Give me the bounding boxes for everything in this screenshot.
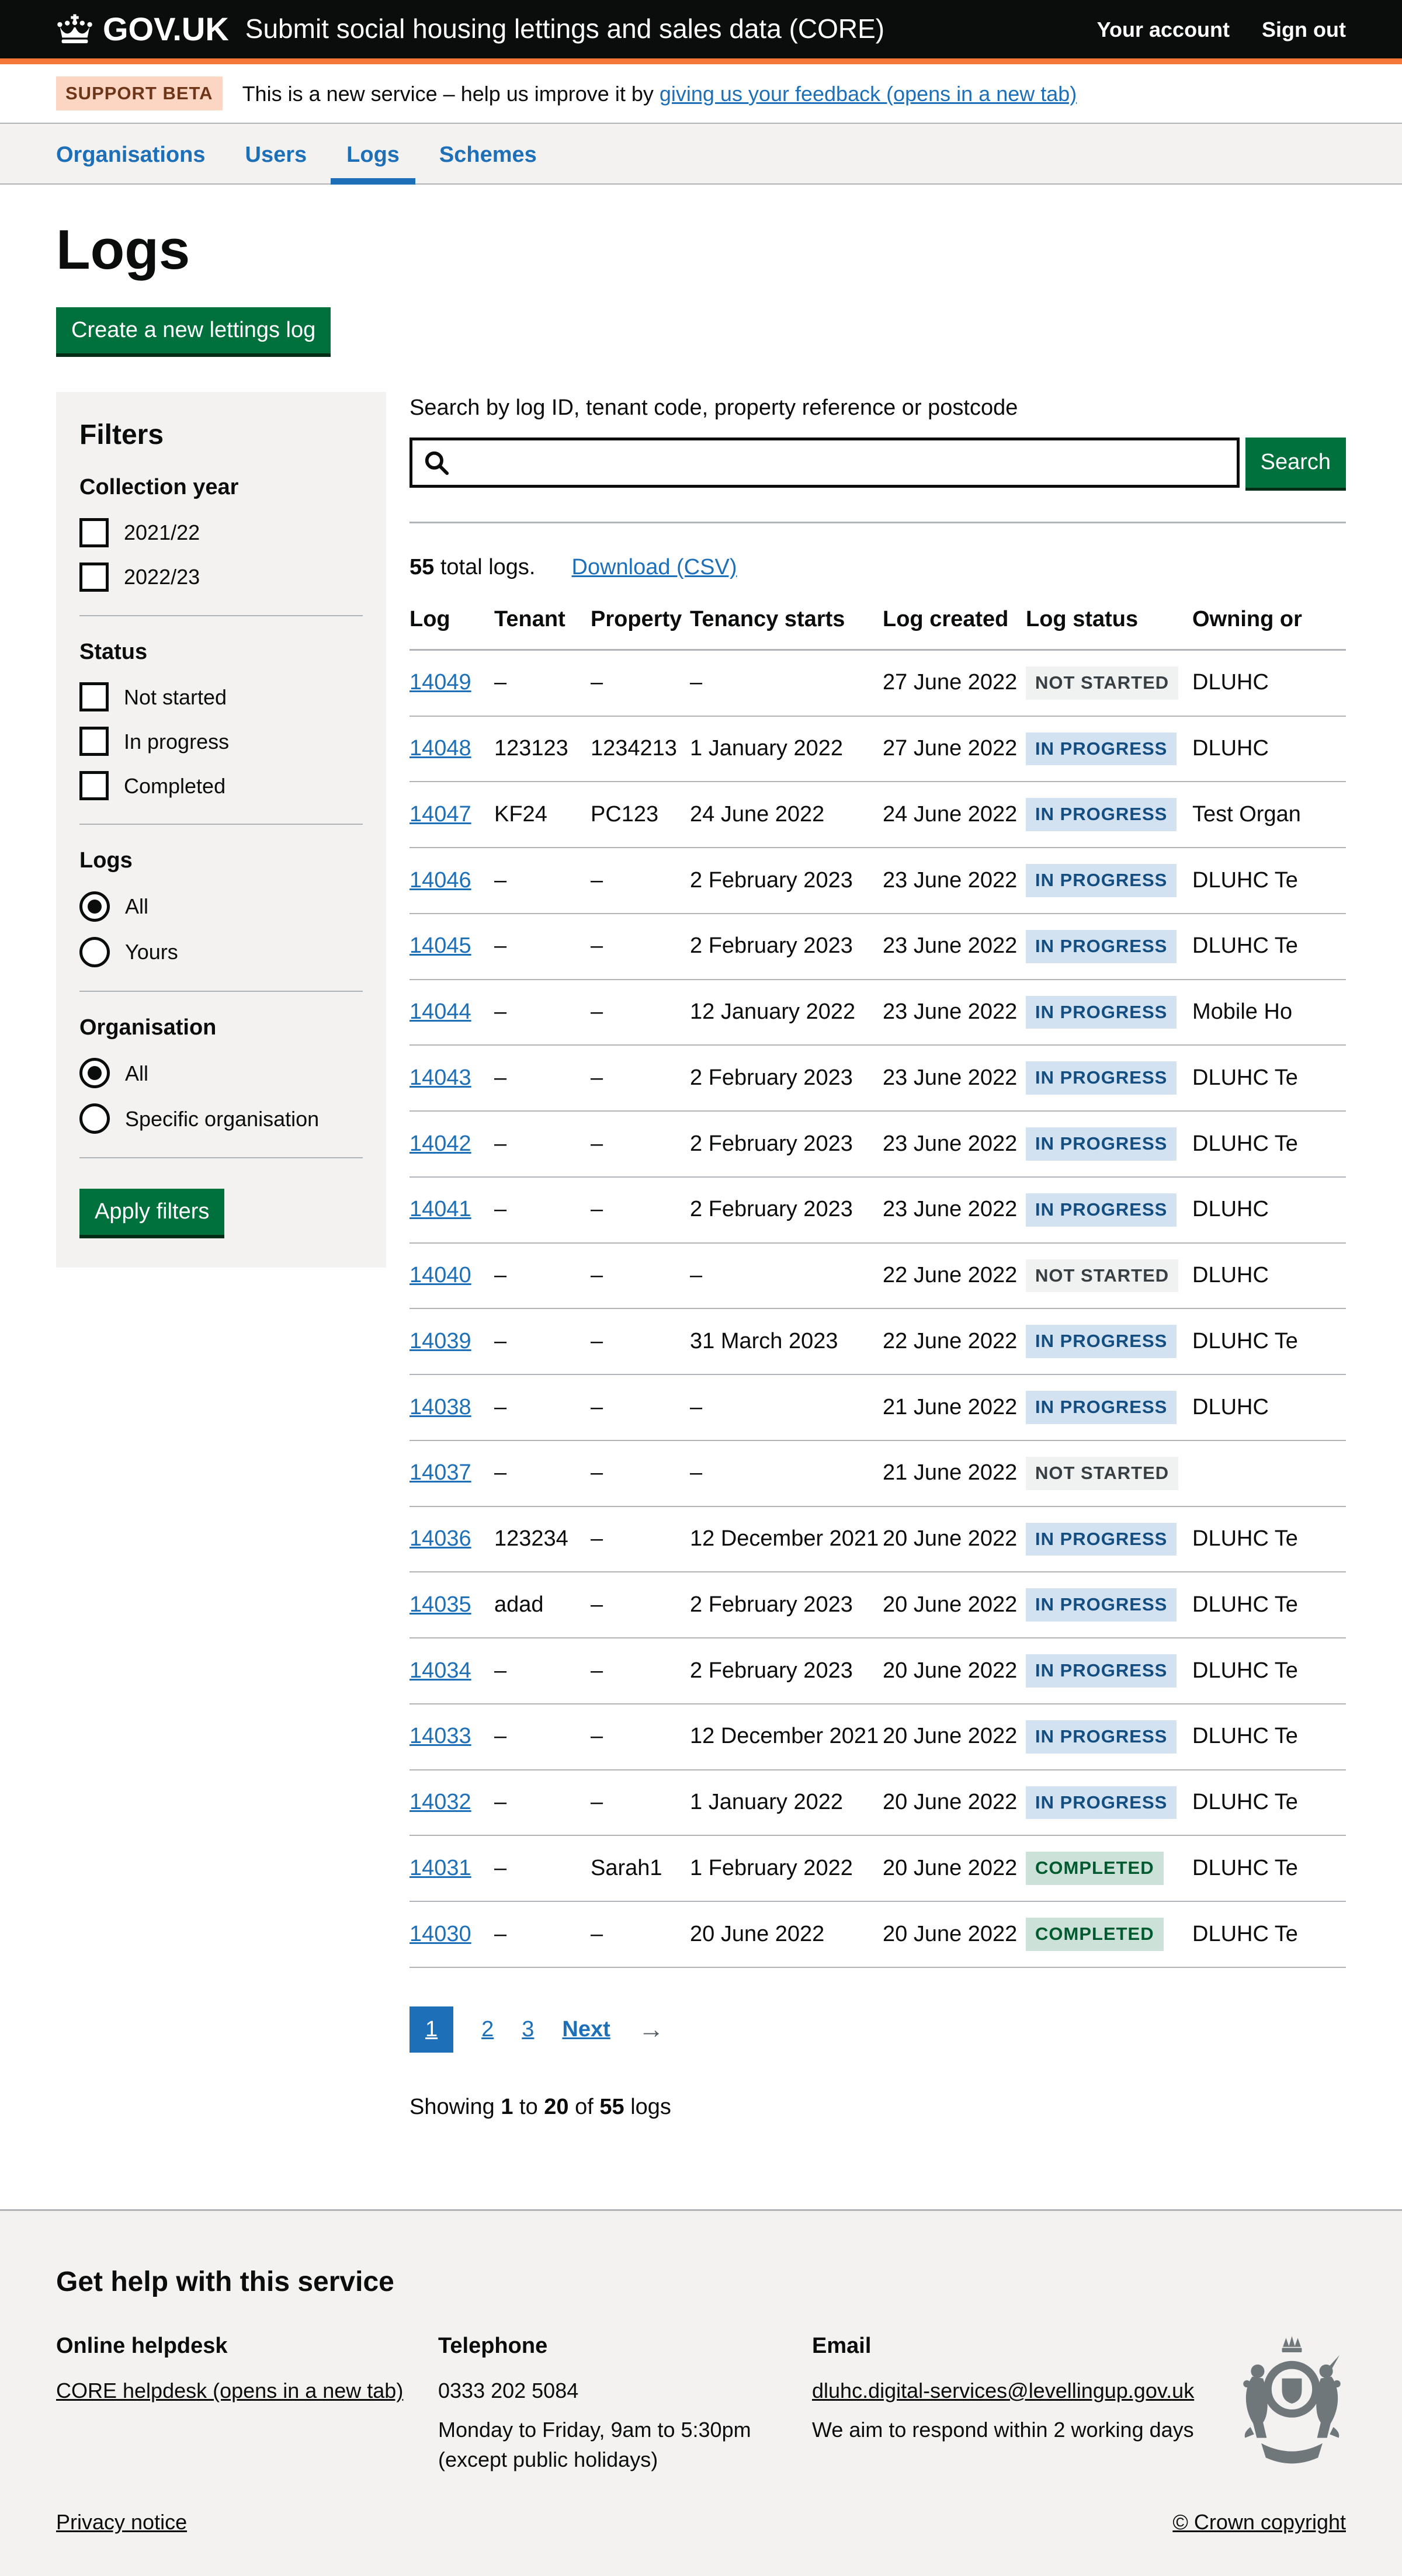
log-created-cell: 20 June 2022 xyxy=(883,1506,1026,1572)
filter-group-heading: Logs xyxy=(79,848,133,873)
tenant-cell: – xyxy=(494,650,591,716)
tenancy-starts-cell: 2 February 2023 xyxy=(690,914,883,980)
table-row xyxy=(410,650,1346,716)
column-header: Log status xyxy=(1026,606,1192,650)
log-id-link[interactable]: 14038 xyxy=(410,1394,471,1419)
tenancy-starts-cell: 20 June 2022 xyxy=(690,1901,883,1967)
tenant-cell: – xyxy=(494,1374,591,1440)
tenant-cell: 123234 xyxy=(494,1506,591,1572)
status-badge: IN PROGRESS xyxy=(1026,930,1177,963)
status-badge: IN PROGRESS xyxy=(1026,732,1177,766)
filter-option-row xyxy=(79,727,363,756)
header-account-nav xyxy=(1097,16,1346,43)
govuk-header xyxy=(0,0,1402,64)
status-badge: IN PROGRESS xyxy=(1026,1127,1177,1161)
column-header: Log created xyxy=(883,606,1026,650)
property-cell: – xyxy=(591,1770,690,1836)
log-created-cell: 20 June 2022 xyxy=(883,1835,1026,1901)
filter-option-row xyxy=(79,1058,363,1088)
filter-option-label: Yours xyxy=(125,940,178,964)
tenancy-starts-cell: – xyxy=(690,1243,883,1309)
crown-icon xyxy=(56,14,93,44)
status-badge: IN PROGRESS xyxy=(1026,1523,1177,1556)
tenancy-starts-cell: 12 December 2021 xyxy=(690,1506,883,1572)
property-cell: – xyxy=(591,1572,690,1638)
owning-organisation-cell: DLUHC Te xyxy=(1192,1835,1346,1901)
results-section xyxy=(410,392,1346,2209)
log-created-cell: 20 June 2022 xyxy=(883,1770,1026,1836)
filter-option-row xyxy=(79,891,363,922)
tenant-cell: – xyxy=(494,1901,591,1967)
site-footer xyxy=(0,2209,1402,2576)
pagination-page-1[interactable]: 1 xyxy=(410,2006,453,2053)
owning-organisation-cell: DLUHC Te xyxy=(1192,1770,1346,1836)
status-badge: IN PROGRESS xyxy=(1026,864,1177,897)
log-created-cell: 22 June 2022 xyxy=(883,1308,1026,1374)
property-cell: – xyxy=(591,1308,690,1374)
status-badge: IN PROGRESS xyxy=(1026,1786,1177,1820)
tenant-cell: 123123 xyxy=(494,716,591,782)
filter-option-label: In progress xyxy=(124,729,230,754)
log-created-cell: 23 June 2022 xyxy=(883,914,1026,980)
showing-to-word: to xyxy=(513,2095,544,2120)
filters-panel xyxy=(56,392,386,1268)
search-input[interactable] xyxy=(410,438,1240,488)
property-cell: – xyxy=(591,1440,690,1506)
log-created-cell: 24 June 2022 xyxy=(883,782,1026,848)
main-content xyxy=(0,218,1402,2209)
status-badge: NOT STARTED xyxy=(1026,1457,1178,1490)
log-created-cell: 21 June 2022 xyxy=(883,1374,1026,1440)
filter-option-label: 2022/23 xyxy=(124,565,200,589)
privacy-notice-link[interactable]: Privacy notice xyxy=(56,2510,188,2535)
table-row xyxy=(410,1243,1346,1309)
property-cell: – xyxy=(591,1374,690,1440)
logs-table-header-row xyxy=(410,606,1346,650)
column-header: Tenancy starts xyxy=(690,606,883,650)
logs-table xyxy=(410,606,1346,1968)
showing-suffix: logs xyxy=(624,2095,671,2120)
owning-organisation-cell xyxy=(1192,1440,1346,1506)
your-account-link[interactable]: Your account xyxy=(1096,17,1230,41)
tenant-cell: KF24 xyxy=(494,782,591,848)
tenancy-starts-cell: 1 February 2022 xyxy=(690,1835,883,1901)
table-row xyxy=(410,1177,1346,1243)
owning-organisation-cell: DLUHC xyxy=(1192,1374,1346,1440)
filter-divider xyxy=(79,1157,363,1158)
log-id-link[interactable]: 14040 xyxy=(410,1263,471,1288)
logs-table-clip xyxy=(410,606,1346,1968)
log-created-cell: 27 June 2022 xyxy=(883,650,1026,716)
property-cell: – xyxy=(591,1704,690,1770)
log-id-link[interactable]: 14033 xyxy=(410,1724,471,1749)
log-created-cell: 23 June 2022 xyxy=(883,1111,1026,1177)
property-cell: – xyxy=(591,1638,690,1704)
log-id-link[interactable]: 14042 xyxy=(410,1131,471,1156)
owning-organisation-cell: DLUHC xyxy=(1192,716,1346,782)
filter-option-row xyxy=(79,1103,363,1134)
service-name[interactable]: Submit social housing lettings and sales data (CORE) xyxy=(245,13,885,44)
property-cell: – xyxy=(591,1901,690,1967)
status-badge: IN PROGRESS xyxy=(1026,1193,1177,1227)
checkbox-2022-23[interactable] xyxy=(79,563,109,592)
log-id-link[interactable]: 14044 xyxy=(410,999,471,1025)
filter-option-label: Not started xyxy=(124,685,227,709)
filter-option-label: 2021/22 xyxy=(124,520,200,545)
showing-to: 20 xyxy=(544,2095,569,2120)
log-id-link[interactable]: 14048 xyxy=(410,736,471,761)
tenant-cell: adad xyxy=(494,1572,591,1638)
create-lettings-log-button[interactable]: Create a new lettings log xyxy=(56,307,331,353)
log-id-link[interactable]: 14045 xyxy=(410,933,471,959)
table-row xyxy=(410,1111,1346,1177)
owning-organisation-cell: DLUHC Te xyxy=(1192,1901,1346,1967)
tenant-cell: – xyxy=(494,980,591,1046)
apply-filters-button[interactable]: Apply filters xyxy=(79,1189,224,1235)
table-row xyxy=(410,1770,1346,1836)
filter-option-row xyxy=(79,682,363,711)
total-logs-text xyxy=(410,554,536,582)
checkbox-in-progress[interactable] xyxy=(79,727,109,756)
filter-divider xyxy=(79,615,363,616)
log-created-cell: 23 June 2022 xyxy=(883,1177,1026,1243)
column-header: Log xyxy=(410,606,494,650)
property-cell: – xyxy=(591,1506,690,1572)
log-id-link[interactable]: 14036 xyxy=(410,1526,471,1551)
royal-coat-of-arms xyxy=(1229,2332,1346,2478)
total-logs-count: 55 xyxy=(410,554,435,579)
property-cell: Sarah1 xyxy=(591,1835,690,1901)
showing-summary xyxy=(410,2094,1346,2122)
owning-organisation-cell: DLUHC Te xyxy=(1192,848,1346,914)
status-badge: IN PROGRESS xyxy=(1026,1720,1177,1754)
log-id-link[interactable]: 14039 xyxy=(410,1328,471,1353)
property-cell: – xyxy=(591,980,690,1046)
log-id-link[interactable]: 14030 xyxy=(410,1921,471,1946)
status-badge: IN PROGRESS xyxy=(1026,1325,1177,1358)
search-button[interactable]: Search xyxy=(1245,438,1346,488)
nav-tab-logs[interactable]: Logs xyxy=(331,124,415,183)
log-id-link[interactable]: 14034 xyxy=(410,1658,471,1683)
filter-option-label: All xyxy=(125,894,149,919)
table-row xyxy=(410,1308,1346,1374)
log-created-cell: 27 June 2022 xyxy=(883,716,1026,782)
property-cell: – xyxy=(591,1045,690,1111)
table-row xyxy=(410,716,1346,782)
govuk-logo[interactable] xyxy=(56,9,229,50)
status-badge: IN PROGRESS xyxy=(1026,1654,1177,1688)
log-created-cell: 23 June 2022 xyxy=(883,980,1026,1046)
pagination-page-2[interactable]: 2 xyxy=(481,2016,494,2042)
log-id-link[interactable]: 14049 xyxy=(410,670,471,695)
checkbox-completed[interactable] xyxy=(79,771,109,800)
log-created-cell: 20 June 2022 xyxy=(883,1572,1026,1638)
log-id-link[interactable]: 14046 xyxy=(410,867,471,893)
table-row xyxy=(410,848,1346,914)
nav-tab-users[interactable]: Users xyxy=(245,143,307,167)
radio-all[interactable] xyxy=(79,891,110,922)
table-row xyxy=(410,1835,1346,1901)
table-row xyxy=(410,980,1346,1046)
primary-navigation xyxy=(0,124,1402,185)
owning-organisation-cell: DLUHC Te xyxy=(1192,1111,1346,1177)
tenancy-starts-cell: 1 January 2022 xyxy=(690,716,883,782)
tenant-cell: – xyxy=(494,1770,591,1836)
tenant-cell: – xyxy=(494,1177,591,1243)
filter-option-label: Completed xyxy=(124,773,226,798)
log-id-link[interactable]: 14037 xyxy=(410,1460,471,1485)
showing-of-word: of xyxy=(568,2095,600,2120)
log-created-cell: 20 June 2022 xyxy=(883,1638,1026,1704)
tenant-cell: – xyxy=(494,1638,591,1704)
download-csv-link[interactable]: Download (CSV) xyxy=(571,554,737,579)
beta-tag: SUPPORT BETA xyxy=(56,77,223,111)
status-badge: IN PROGRESS xyxy=(1026,1061,1177,1095)
tenancy-starts-cell: – xyxy=(690,1374,883,1440)
pagination-page-3[interactable]: 3 xyxy=(522,2016,535,2042)
results-divider xyxy=(410,522,1346,523)
checkbox-not-started[interactable] xyxy=(79,682,109,711)
tenant-cell: – xyxy=(494,1045,591,1111)
tenancy-starts-cell: 1 January 2022 xyxy=(690,1770,883,1836)
status-badge: NOT STARTED xyxy=(1026,666,1178,700)
page-title: Logs xyxy=(56,218,190,281)
owning-organisation-cell: DLUHC Te xyxy=(1192,1506,1346,1572)
status-badge: IN PROGRESS xyxy=(1026,1391,1177,1424)
tenancy-starts-cell: 31 March 2023 xyxy=(690,1308,883,1374)
filter-divider xyxy=(79,991,363,992)
property-cell: – xyxy=(591,1111,690,1177)
tenancy-starts-cell: 2 February 2023 xyxy=(690,1177,883,1243)
filter-option-label: All xyxy=(125,1061,149,1085)
nav-tab-organisations[interactable]: Organisations xyxy=(56,143,206,167)
filter-divider xyxy=(79,824,363,825)
nav-tab-schemes[interactable]: Schemes xyxy=(439,143,537,167)
owning-organisation-cell: DLUHC Te xyxy=(1192,1308,1346,1374)
property-cell: – xyxy=(591,1243,690,1309)
log-created-cell: 22 June 2022 xyxy=(883,1243,1026,1309)
log-id-link[interactable]: 14031 xyxy=(410,1855,471,1880)
showing-total: 55 xyxy=(599,2095,624,2120)
log-created-cell: 23 June 2022 xyxy=(883,1045,1026,1111)
property-cell: – xyxy=(591,848,690,914)
tenant-cell: – xyxy=(494,1835,591,1901)
table-row xyxy=(410,1704,1346,1770)
tenant-cell: – xyxy=(494,1704,591,1770)
filter-option-row xyxy=(79,518,363,547)
tenancy-starts-cell: 2 February 2023 xyxy=(690,848,883,914)
footer-heading: Get help with this service xyxy=(56,2266,394,2297)
owning-organisation-cell: DLUHC Te xyxy=(1192,1045,1346,1111)
owning-organisation-cell: Mobile Ho xyxy=(1192,980,1346,1046)
pagination-next-link[interactable]: Next xyxy=(562,2016,610,2042)
status-badge: COMPLETED xyxy=(1026,1918,1164,1951)
helpdesk-heading: Online helpdesk xyxy=(56,2333,228,2358)
log-created-cell: 20 June 2022 xyxy=(883,1704,1026,1770)
telephone-number: 0333 202 5084 xyxy=(438,2379,579,2403)
radio-specific-organisation[interactable] xyxy=(79,1103,110,1134)
govuk-logotype: GOV.UK xyxy=(103,11,229,47)
table-row xyxy=(410,1506,1346,1572)
sign-out-link[interactable]: Sign out xyxy=(1262,17,1346,41)
phase-banner-text-before: This is a new service – help us improve it by xyxy=(242,81,660,106)
column-header: Tenant xyxy=(494,606,591,650)
table-row xyxy=(410,782,1346,848)
owning-organisation-cell: DLUHC xyxy=(1192,1243,1346,1309)
radio-all[interactable] xyxy=(79,1058,110,1088)
property-cell: – xyxy=(591,1177,690,1243)
owning-organisation-cell: DLUHC Te xyxy=(1192,1572,1346,1638)
column-header: Owning or xyxy=(1192,606,1346,650)
footer-email-column xyxy=(812,2332,1229,2456)
showing-prefix: Showing xyxy=(410,2095,501,2120)
table-row xyxy=(410,1901,1346,1967)
log-id-link[interactable]: 14047 xyxy=(410,801,471,827)
tenant-cell: – xyxy=(494,914,591,980)
filter-option-row xyxy=(79,771,363,800)
filter-option-label: Specific organisation xyxy=(125,1106,320,1131)
tenancy-starts-cell: 2 February 2023 xyxy=(690,1572,883,1638)
owning-organisation-cell: DLUHC Te xyxy=(1192,1638,1346,1704)
column-header: Property xyxy=(591,606,690,650)
tenant-cell: – xyxy=(494,1308,591,1374)
status-badge: COMPLETED xyxy=(1026,1852,1164,1885)
email-heading: Email xyxy=(812,2333,872,2358)
log-id-link[interactable]: 14043 xyxy=(410,1065,471,1090)
tenancy-starts-cell: 12 December 2021 xyxy=(690,1704,883,1770)
table-row xyxy=(410,1572,1346,1638)
showing-from: 1 xyxy=(501,2095,513,2120)
checkbox-2021-22[interactable] xyxy=(79,518,109,547)
footer-helpdesk-column xyxy=(56,2332,438,2417)
telephone-hours-line1: Monday to Friday, 9am to 5:30pm xyxy=(438,2418,751,2442)
table-row xyxy=(410,1638,1346,1704)
log-created-cell: 20 June 2022 xyxy=(883,1901,1026,1967)
owning-organisation-cell: DLUHC xyxy=(1192,650,1346,716)
log-id-link[interactable]: 14041 xyxy=(410,1197,471,1222)
tenant-cell: – xyxy=(494,1243,591,1309)
tenant-cell: – xyxy=(494,1111,591,1177)
phase-banner xyxy=(0,64,1402,124)
email-link[interactable]: dluhc.digital-services@levellingup.gov.uk xyxy=(812,2379,1195,2403)
property-cell: PC123 xyxy=(591,782,690,848)
property-cell: – xyxy=(591,650,690,716)
owning-organisation-cell: DLUHC xyxy=(1192,1177,1346,1243)
phase-banner-text xyxy=(242,81,1077,107)
filter-option-row xyxy=(79,563,363,592)
filter-group-heading: Organisation xyxy=(79,1015,217,1040)
owning-organisation-cell: Test Organ xyxy=(1192,782,1346,848)
log-created-cell: 21 June 2022 xyxy=(883,1440,1026,1506)
arrow-right-icon: → xyxy=(638,2015,664,2044)
status-badge: IN PROGRESS xyxy=(1026,798,1177,831)
telephone-heading: Telephone xyxy=(438,2333,548,2358)
property-cell: 1234213 xyxy=(591,716,690,782)
tenancy-starts-cell: 2 February 2023 xyxy=(690,1045,883,1111)
tenancy-starts-cell: – xyxy=(690,650,883,716)
filters-title: Filters xyxy=(79,419,164,451)
tenancy-starts-cell: 2 February 2023 xyxy=(690,1638,883,1704)
filter-option-row xyxy=(79,937,363,967)
footer-telephone-column xyxy=(438,2332,812,2486)
table-row xyxy=(410,1374,1346,1440)
email-response-text: We aim to respond within 2 working days xyxy=(812,2418,1194,2442)
log-id-link[interactable]: 14035 xyxy=(410,1592,471,1617)
status-badge: IN PROGRESS xyxy=(1026,996,1177,1029)
log-id-link[interactable]: 14032 xyxy=(410,1790,471,1815)
feedback-link[interactable]: giving us your feedback (opens in a new tab) xyxy=(659,81,1077,106)
filter-group-heading: Status xyxy=(79,639,148,664)
telephone-hours-line2: (except public holidays) xyxy=(438,2447,658,2472)
table-row xyxy=(410,1045,1346,1111)
tenant-cell: – xyxy=(494,1440,591,1506)
status-badge: NOT STARTED xyxy=(1026,1259,1178,1293)
owning-organisation-cell: DLUHC Te xyxy=(1192,1704,1346,1770)
core-helpdesk-link[interactable]: CORE helpdesk (opens in a new tab) xyxy=(56,2379,404,2403)
search-label: Search by log ID, tenant code, property reference or postcode xyxy=(410,395,1018,421)
tenant-cell: – xyxy=(494,848,591,914)
owning-organisation-cell: DLUHC Te xyxy=(1192,914,1346,980)
log-created-cell: 23 June 2022 xyxy=(883,848,1026,914)
tenancy-starts-cell: 2 February 2023 xyxy=(690,1111,883,1177)
filter-group-heading: Collection year xyxy=(79,475,239,500)
tenancy-starts-cell: 24 June 2022 xyxy=(690,782,883,848)
radio-yours[interactable] xyxy=(79,937,110,967)
table-row xyxy=(410,914,1346,980)
table-row xyxy=(410,1440,1346,1506)
property-cell: – xyxy=(591,914,690,980)
pagination xyxy=(410,2006,1346,2053)
tenancy-starts-cell: 12 January 2022 xyxy=(690,980,883,1046)
status-badge: IN PROGRESS xyxy=(1026,1588,1177,1622)
crown-copyright-link[interactable]: © Crown copyright xyxy=(1172,2510,1346,2535)
total-logs-suffix: total logs. xyxy=(434,554,536,579)
tenancy-starts-cell: – xyxy=(690,1440,883,1506)
